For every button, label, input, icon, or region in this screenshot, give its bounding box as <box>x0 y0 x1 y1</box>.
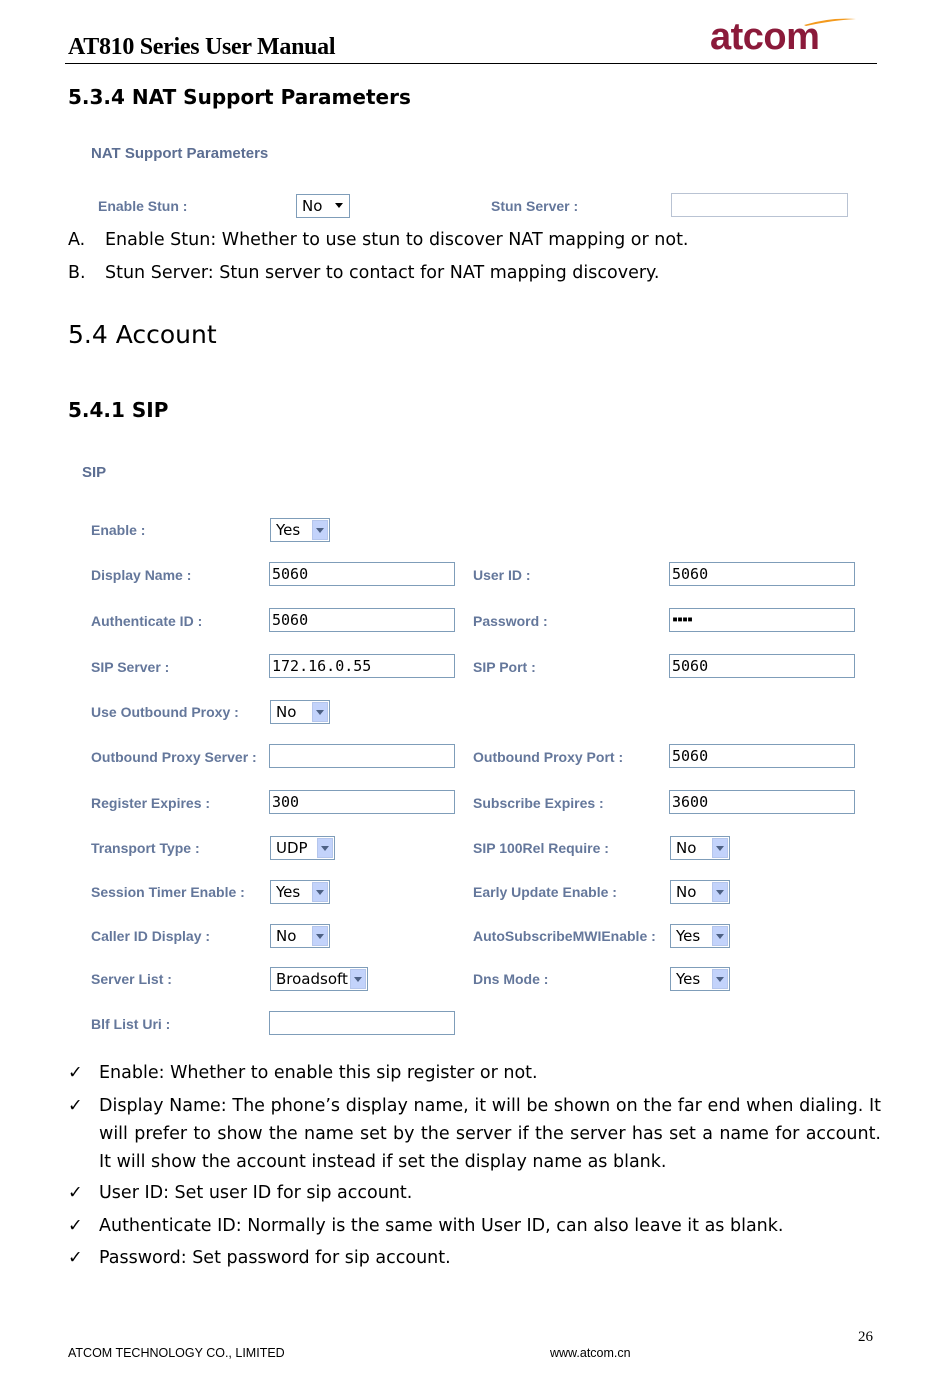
check-icon: ✓ <box>68 1216 83 1236</box>
nat-section-heading: 5.3.4 NAT Support Parameters <box>68 85 411 109</box>
chevron-down-icon <box>350 969 366 989</box>
password-input[interactable]: ▪▪▪▪ <box>669 608 855 632</box>
server-list-label: Server List : <box>91 971 172 987</box>
outbound-proxy-server-label: Outbound Proxy Server : <box>91 749 257 765</box>
use-outbound-proxy-select[interactable] <box>270 700 330 724</box>
use-outbound-proxy-value: No <box>276 703 297 721</box>
display-name-label: Display Name : <box>91 567 192 583</box>
sip-100rel-require-label: SIP 100Rel Require : <box>473 840 609 856</box>
footer-company: ATCOM TECHNOLOGY CO., LIMITED <box>68 1346 285 1360</box>
use-outbound-proxy-label: Use Outbound Proxy : <box>91 704 239 720</box>
session-timer-enable-select[interactable] <box>270 880 330 904</box>
dns-mode-select[interactable] <box>670 967 730 991</box>
stun-server-label: Stun Server : <box>491 198 579 214</box>
logo-text: atcom <box>710 16 820 58</box>
sip-server-input[interactable]: 172.16.0.55 <box>269 654 455 678</box>
enable-label: Enable : <box>91 522 146 538</box>
subscribe-expires-label: Subscribe Expires : <box>473 795 604 811</box>
register-expires-label: Register Expires : <box>91 795 211 811</box>
transport-type-label: Transport Type : <box>91 840 200 856</box>
logo-swoosh-icon <box>804 18 856 26</box>
session-timer-enable-value: Yes <box>276 883 301 901</box>
early-update-enable-label: Early Update Enable : <box>473 884 617 900</box>
nat-panel-title: NAT Support Parameters <box>91 145 269 162</box>
server-list-select[interactable] <box>270 967 368 991</box>
description-text: Enable: Whether to enable this sip register or not. <box>99 1063 538 1083</box>
sip-port-input[interactable]: 5060 <box>669 654 855 678</box>
outbound-proxy-server-input[interactable] <box>269 744 455 768</box>
description-text: Display Name: The phone’s display name, it will be shown on the far end when dialing. It will prefer to show the name set by the server if the server has set a name for account. It will show the account instead if set the display name as blank. <box>99 1096 881 1172</box>
auto-subscribe-mwi-enable-value: Yes <box>676 927 701 945</box>
transport-type-value: UDP <box>276 839 308 857</box>
blf-list-uri-label: Blf List Uri : <box>91 1016 171 1032</box>
description-text: User ID: Set user ID for sip account. <box>99 1183 413 1203</box>
display-name-input[interactable]: 5060 <box>269 562 455 586</box>
check-icon: ✓ <box>68 1063 83 1083</box>
caller-id-display-select[interactable] <box>270 924 330 948</box>
nat-item-b-text: Stun Server: Stun server to contact for NAT mapping discovery. <box>105 263 660 283</box>
description-text: Password: Set password for sip account. <box>99 1248 451 1268</box>
session-timer-enable-label: Session Timer Enable : <box>91 884 245 900</box>
chevron-down-icon <box>312 702 328 722</box>
chevron-down-icon <box>312 926 328 946</box>
nat-item-a-marker: A. <box>68 230 86 250</box>
footer-website: www.atcom.cn <box>550 1346 631 1360</box>
chevron-down-icon <box>312 520 328 540</box>
authenticate-id-label: Authenticate ID : <box>91 613 203 629</box>
nat-item-b-marker: B. <box>68 263 86 283</box>
chevron-down-icon <box>712 882 728 902</box>
enable-stun-label: Enable Stun : <box>98 198 188 214</box>
chevron-down-icon <box>317 838 333 858</box>
outbound-proxy-port-input[interactable]: 5060 <box>669 744 855 768</box>
register-expires-input[interactable]: 300 <box>269 790 455 814</box>
blf-list-uri-input[interactable] <box>269 1011 455 1035</box>
check-icon: ✓ <box>68 1248 83 1268</box>
caller-id-display-label: Caller ID Display : <box>91 928 211 944</box>
sip-100rel-require-select[interactable] <box>670 836 730 860</box>
server-list-value: Broadsoft <box>276 970 348 988</box>
sip-panel-title: SIP <box>82 464 107 481</box>
early-update-enable-select[interactable] <box>670 880 730 904</box>
password-label: Password : <box>473 613 548 629</box>
caller-id-display-value: No <box>276 927 297 945</box>
document-title: AT810 Series User Manual <box>68 34 336 60</box>
account-section-heading: 5.4 Account <box>68 320 217 349</box>
header-rule <box>65 63 877 64</box>
description-text: Authenticate ID: Normally is the same with User ID, can also leave it as blank. <box>99 1216 784 1236</box>
auto-subscribe-mwi-enable-label: AutoSubscribeMWIEnable : <box>473 928 656 944</box>
transport-type-select[interactable] <box>270 836 335 860</box>
enable-value: Yes <box>276 521 301 539</box>
chevron-down-icon <box>712 838 728 858</box>
early-update-enable-value: No <box>676 883 697 901</box>
sip-server-label: SIP Server : <box>91 659 170 675</box>
atcom-logo <box>708 14 858 58</box>
authenticate-id-input[interactable]: 5060 <box>269 608 455 632</box>
dns-mode-value: Yes <box>676 970 701 988</box>
chevron-down-icon <box>312 882 328 902</box>
enable-stun-select[interactable] <box>296 194 350 218</box>
sip-port-label: SIP Port : <box>473 659 536 675</box>
check-icon: ✓ <box>68 1183 83 1203</box>
user-id-input[interactable]: 5060 <box>669 562 855 586</box>
enable-stun-value: No <box>302 197 323 215</box>
user-id-label: User ID : <box>473 567 531 583</box>
chevron-down-icon <box>712 926 728 946</box>
auto-subscribe-mwi-enable-select[interactable] <box>670 924 730 948</box>
stun-server-input[interactable] <box>671 193 848 217</box>
sip-section-heading: 5.4.1 SIP <box>68 398 169 422</box>
sip-100rel-require-value: No <box>676 839 697 857</box>
dns-mode-label: Dns Mode : <box>473 971 549 987</box>
outbound-proxy-port-label: Outbound Proxy Port : <box>473 749 624 765</box>
nat-item-a-text: Enable Stun: Whether to use stun to discover NAT mapping or not. <box>105 230 689 250</box>
chevron-down-icon <box>332 196 348 216</box>
chevron-down-icon <box>712 969 728 989</box>
enable-select[interactable] <box>270 518 330 542</box>
page-number: 26 <box>858 1329 873 1345</box>
subscribe-expires-input[interactable]: 3600 <box>669 790 855 814</box>
check-icon: ✓ <box>68 1096 83 1116</box>
